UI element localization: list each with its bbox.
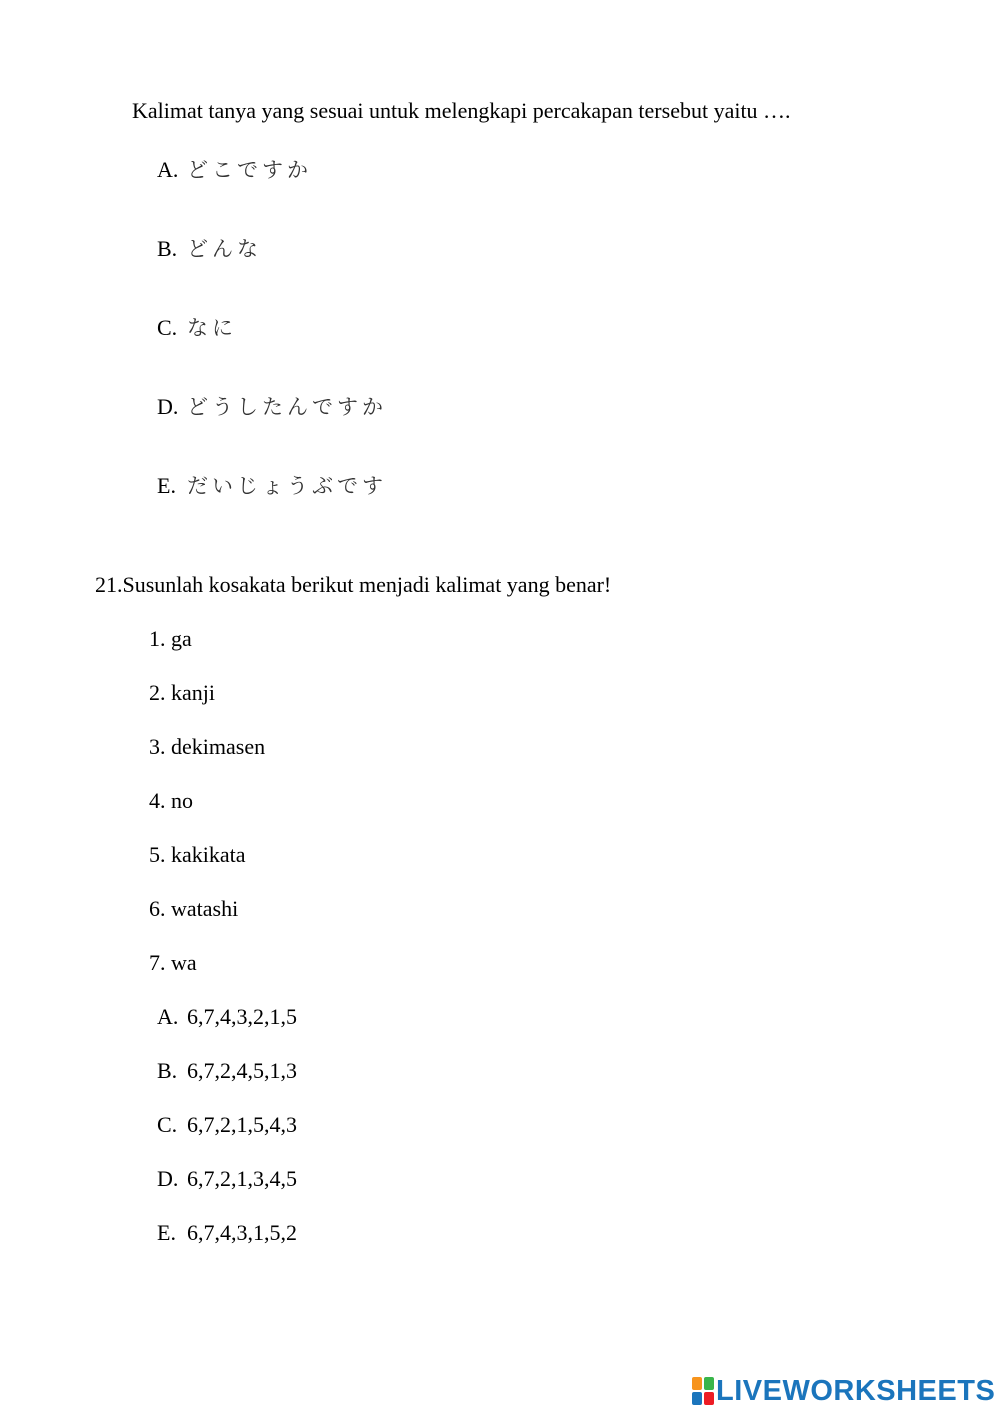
option-letter: D. [157, 394, 179, 419]
word-item: 7. wa [149, 950, 197, 975]
option-letter: C. [157, 1112, 178, 1137]
option-letter: E. [157, 1220, 176, 1245]
option-text: 6,7,2,4,5,1,3 [187, 1058, 297, 1083]
option-text: どんな [187, 237, 262, 261]
question-21-prompt: 21.Susunlah kosakata berikut menjadi kalimat yang benar! [95, 572, 612, 597]
q20-option-e[interactable] [157, 473, 387, 499]
q21-option-c[interactable] [157, 1112, 297, 1138]
liveworksheets-logo[interactable] [692, 1374, 995, 1408]
q21-option-d[interactable] [157, 1166, 297, 1192]
liveworksheets-mark-icon [692, 1377, 714, 1405]
q20-option-a[interactable] [157, 157, 312, 183]
mark-square [704, 1377, 714, 1390]
option-text: どこですか [187, 158, 312, 182]
word-item: 1. ga [149, 626, 192, 651]
question-20-prompt: Kalimat tanya yang sesuai untuk melengkapi percakapan tersebut yaitu …. [132, 98, 791, 123]
q20-option-d[interactable] [157, 394, 387, 420]
option-letter: B. [157, 236, 178, 261]
option-text: 6,7,4,3,1,5,2 [187, 1220, 297, 1245]
q20-option-c[interactable] [157, 315, 237, 341]
mark-square [692, 1377, 702, 1390]
q20-option-b[interactable] [157, 236, 262, 262]
option-text: 6,7,2,1,5,4,3 [187, 1112, 297, 1137]
q21-option-b[interactable] [157, 1058, 297, 1084]
logo-text: LIVEWORKSHEETS [716, 1374, 996, 1407]
q21-option-e[interactable] [157, 1220, 297, 1246]
word-item: 3. dekimasen [149, 734, 266, 759]
q21-option-a[interactable] [157, 1004, 297, 1030]
option-letter: A. [157, 157, 179, 182]
option-text: 6,7,4,3,2,1,5 [187, 1004, 297, 1029]
option-letter: E. [157, 473, 176, 498]
option-letter: A. [157, 1004, 179, 1029]
word-item: 2. kanji [149, 680, 215, 705]
option-letter: D. [157, 1166, 179, 1191]
option-letter: B. [157, 1058, 178, 1083]
option-text: 6,7,2,1,3,4,5 [187, 1166, 297, 1191]
word-item: 5. kakikata [149, 842, 246, 867]
word-item: 6. watashi [149, 896, 239, 921]
mark-square [704, 1392, 714, 1405]
mark-square [692, 1392, 702, 1405]
option-text: だいじょうぶです [187, 474, 387, 498]
option-letter: C. [157, 315, 178, 340]
option-text: なに [187, 316, 237, 340]
word-item: 4. no [149, 788, 193, 813]
option-text: どうしたんですか [187, 395, 387, 419]
